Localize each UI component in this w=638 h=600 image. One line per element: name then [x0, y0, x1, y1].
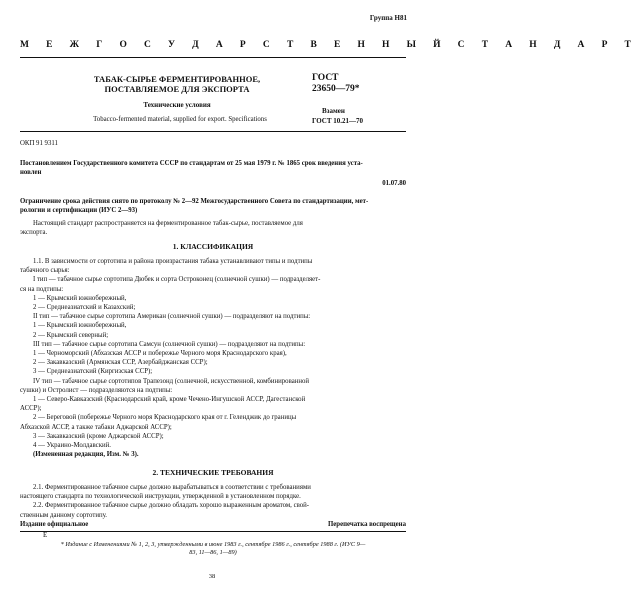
section-2-line: 2.2. Ферментированное табачное сырье должно обладать хорошо выраженным ароматом, свой- [33, 502, 310, 510]
footnote-line-1: * Издание с Изменениями № 1, 2, 3, утвержденными в июне 1983 г., сентябре 1986 г., сентябре 1988 г. (ИУС 9— [60, 541, 366, 548]
section-1-line: табачного сырья: [20, 267, 70, 275]
section-1-line: Абхазской АССР, а также табаки Аджарской АССР); [20, 423, 172, 431]
decree-line-2: новлен [20, 169, 42, 177]
section-1-line: 1 — Северо-Кавказский (Краснодарский край, кроме Чечено-Ингушской АССР, Дагестанской [33, 396, 306, 404]
section-1-line: III тип — табачное сырье сортотипа Самсун (солнечной сушки) — подразделяют на подтипы: [33, 340, 306, 348]
section-1-line: 1 — Крымский южнобережный, [33, 322, 127, 330]
group-code: Группа Н81 [369, 14, 407, 22]
section-2-line: ственным данному сортотипу. [20, 511, 108, 519]
section-1-body [20, 257, 406, 459]
intro-paragraph [20, 219, 406, 237]
section-2-heading: 2. ТЕХНИЧЕСКИЕ ТРЕБОВАНИЯ [152, 468, 274, 477]
reprint-prohibited-label: Перепечатка воспрещена [328, 521, 406, 528]
section-1-line: 4 — Украино-Молдавский. [33, 442, 111, 450]
title-line-1: ТАБАК-СЫРЬЕ ФЕРМЕНТИРОВАННОЕ, [93, 74, 261, 84]
limitation-line-2: рологии и сертификации (ИУС 2—93) [20, 207, 138, 215]
limitation-text [20, 197, 406, 215]
section-1-line: 3 — Закавказский (кроме Аджарской АССР); [33, 432, 164, 440]
gost-label: ГОСТ [312, 73, 339, 83]
header-rule [20, 57, 406, 58]
section-1-line: 1.1. В зависимости от сортотипа и района произрастания табака устанавливают типы и подтипы [33, 258, 313, 265]
section-1-line: 3 — Среднеазиатский (Киргизская ССР); [33, 368, 153, 376]
section-1-line: ся на подтипы: [20, 285, 64, 293]
gost-code: 23650—79* [312, 84, 360, 94]
section-1-line: II тип — табачное сырье сортотипа Американ (солнечной сушки) — подразделяют на подтипы: [33, 313, 311, 321]
edition-letter: Е [43, 531, 48, 539]
document-subtitle: Технические условия [143, 101, 211, 109]
section-1-heading: 1. КЛАССИФИКАЦИЯ [172, 242, 254, 251]
section-1-line: 2 — Закавказский (Армянская ССР, Азербайджанская ССР); [33, 359, 208, 367]
intro-line-1: Настоящий стандарт распространяется на ферментированное табак-сырье, поставляемое для [33, 220, 303, 227]
footnote [20, 541, 406, 558]
section-1-line: 2 — Береговой (побережье Черного моря Краснодарского края от г. Геленджик до границы [33, 414, 297, 422]
replaces-label: Взамен [322, 107, 345, 115]
effective-date: 01.07.80 [382, 180, 406, 187]
decree-text [20, 159, 406, 177]
title-line-2: ПОСТАВЛЯЕМОЕ ДЛЯ ЭКСПОРТА [104, 84, 250, 94]
section-2-line: настоящего стандарта по технологической инструкции, утвержденной в установленном порядке. [20, 493, 301, 501]
section-1-line: IV тип — табачное сырье сортотипов Трапезонд (солнечной, искусственной, комбинированной [33, 377, 310, 385]
section-1-line: I тип — табачное сырье сортотипа Дюбек и сорта Остроконец (солнечной сушки) — подразделяет- [33, 276, 321, 284]
section-1-line: 1 — Черноморский (Абхазская АССР и побережье Черного моря Краснодарского края), [33, 350, 287, 358]
footnote-line-2: 83, 11—86, 1—89) [189, 549, 237, 557]
official-edition-label: Издание официальное [20, 521, 89, 528]
section-2-line: 2.1. Ферментированное табачное сырье должно вырабатываться в соответствии с требованиями [33, 484, 311, 491]
standard-title: М Е Ж Г О С У Д А Р С Т В Е Н Н Ы Й С Т А Н Д А Р Т [20, 40, 638, 50]
section-1-line: 2 — Среднеазиатский и Казахский; [33, 304, 136, 312]
document-title [72, 74, 282, 94]
section-2-body [20, 483, 406, 520]
page-number: 38 [208, 573, 216, 580]
section-1-line: 2 — Крымский северный; [33, 331, 109, 339]
section-1-line: 1 — Крымский южнобережный, [33, 294, 127, 302]
section-1-line: сушки) и Остролист — подразделяются на подтипы: [20, 386, 173, 394]
section-1-line: АССР); [20, 405, 42, 413]
edition-note: (Измененная редакция, Изм. № 3). [33, 451, 139, 459]
english-title: Tobacco-fermented material, supplied for export. Specifications [93, 116, 267, 123]
okp-code: ОКП 91 9311 [20, 140, 58, 147]
title-rule [20, 131, 406, 132]
limitation-line-1: Ограничение срока действия снято по протоколу № 2—92 Межгосударственного Совета по стандартизации, мет- [20, 198, 369, 205]
footer-rule [20, 531, 406, 532]
gost-number [312, 73, 382, 95]
decree-line-1: Постановлением Государственного комитета СССР по стандартам от 25 мая 1979 г. № 1865 срок введения уста- [20, 160, 363, 167]
intro-line-2: экспорта. [20, 229, 48, 237]
replaces-value: ГОСТ 10.21—70 [312, 117, 364, 125]
